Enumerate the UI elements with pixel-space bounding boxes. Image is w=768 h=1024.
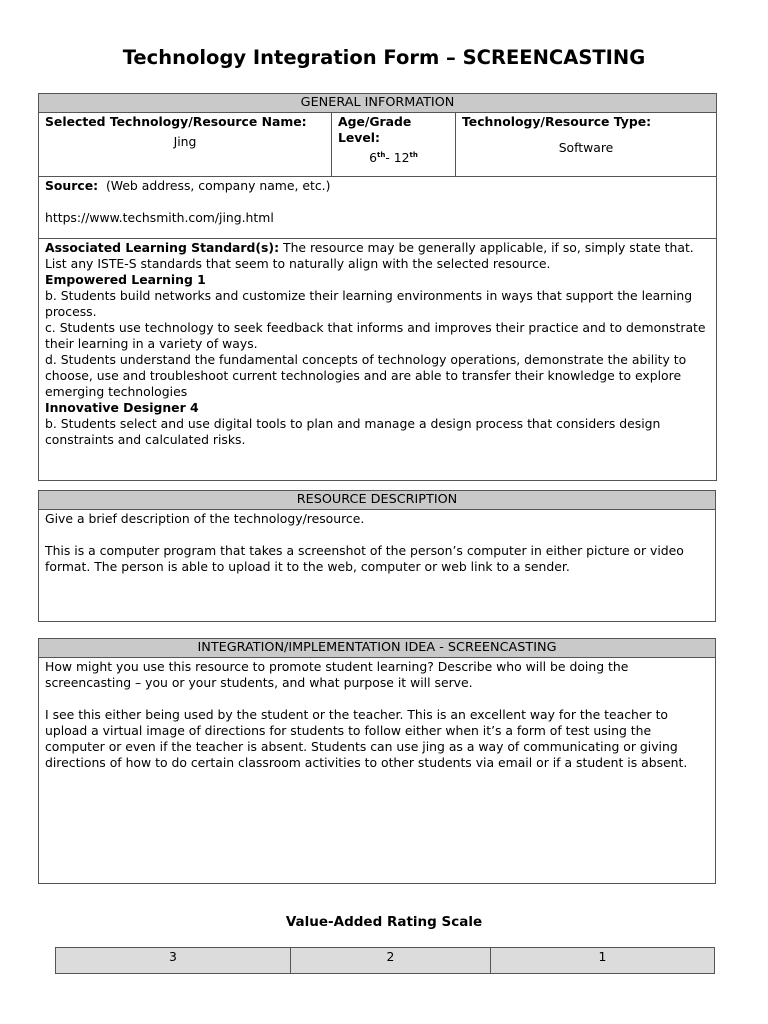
- standards-cell: [39, 239, 717, 481]
- age-grade-label: Age/Grade Level:: [338, 114, 412, 145]
- standards-label: Associated Learning Standard(s):: [45, 240, 280, 255]
- standard-1-b: b. Students build networks and customize their learning environments in ways that support the learning process.: [45, 288, 693, 319]
- resource-type-label: Technology/Resource Type:: [462, 114, 652, 129]
- integration-idea-answer: I see this either being used by the student or the teacher. This is an excellent way for the teacher to upload a virtual image of directions for students to follow either when it’s a form of test using the computer or even if the teacher is absent. Students can use jing as a way of communicating or giving directions of how to do certain classroom activities to other students via email or if a student is absent.: [45, 707, 688, 770]
- integration-idea-prompt: How might you use this resource to promote student learning? Describe who will be doing the screencasting – you or your students, and what purpose it will serve.: [45, 659, 629, 690]
- standard-1-heading: Empowered Learning 1: [45, 272, 206, 287]
- general-information-table: [38, 93, 717, 481]
- tech-name-value: Jing: [173, 134, 197, 149]
- resource-description-cell: [39, 510, 716, 622]
- source-cell: [39, 177, 717, 239]
- tech-name-label: Selected Technology/Resource Name:: [45, 114, 307, 129]
- integration-idea-table: [38, 638, 716, 884]
- general-information-header: GENERAL INFORMATION: [39, 94, 717, 113]
- rating-scale-title: Value-Added Rating Scale: [285, 914, 483, 930]
- standard-1-c: c. Students use technology to seek feedback that informs and improves their practice and to demonstrate their learning in a variety of ways.: [45, 320, 706, 351]
- source-label: Source:: [45, 178, 99, 193]
- resource-description-prompt: Give a brief description of the technology/resource.: [45, 511, 365, 526]
- integration-idea-header: INTEGRATION/IMPLEMENTATION IDEA - SCREENCASTING: [39, 639, 716, 658]
- resource-description-header: RESOURCE DESCRIPTION: [39, 491, 716, 510]
- age-grade-value: [338, 150, 449, 166]
- integration-idea-cell: [39, 658, 716, 884]
- age-grade-cell: [332, 113, 456, 177]
- age-from: 6: [369, 150, 377, 165]
- source-hint: (Web address, company name, etc.): [98, 178, 331, 193]
- source-value: https://www.techsmith.com/jing.html: [45, 210, 274, 225]
- age-from-sup: th: [377, 151, 386, 159]
- rating-column-3: 3: [56, 948, 291, 974]
- standard-1-d: d. Students understand the fundamental concepts of technology operations, demonstrate the ability to choose, use and troubleshoot current technologies and are able to transfer their knowledge to explore emerging technologies: [45, 352, 687, 399]
- resource-description-answer: This is a computer program that takes a screenshot of the person’s computer in either picture or video format. The person is able to upload it to the web, computer or web link to a sender.: [45, 543, 684, 574]
- tech-name-cell: [39, 113, 332, 177]
- rating-scale-table: [55, 947, 715, 974]
- rating-column-2: 2: [291, 948, 491, 974]
- age-sep: - 12: [385, 150, 410, 165]
- rating-column-1: 1: [491, 948, 715, 974]
- standard-4-heading: Innovative Designer 4: [45, 400, 199, 415]
- standard-4-b: b. Students select and use digital tools to plan and manage a design process that considers design constraints and calculated risks.: [45, 416, 661, 447]
- resource-type-value: Software: [558, 140, 614, 155]
- age-to-sup: th: [409, 151, 418, 159]
- resource-description-table: [38, 490, 716, 622]
- standards-intro: The resource may be generally applicable, if so, simply state that. List any ISTE-S standards that seem to naturally align with the selected resource.: [45, 240, 694, 271]
- resource-type-cell: [456, 113, 717, 177]
- form-title: Technology Integration Form – SCREENCASTING: [122, 46, 646, 69]
